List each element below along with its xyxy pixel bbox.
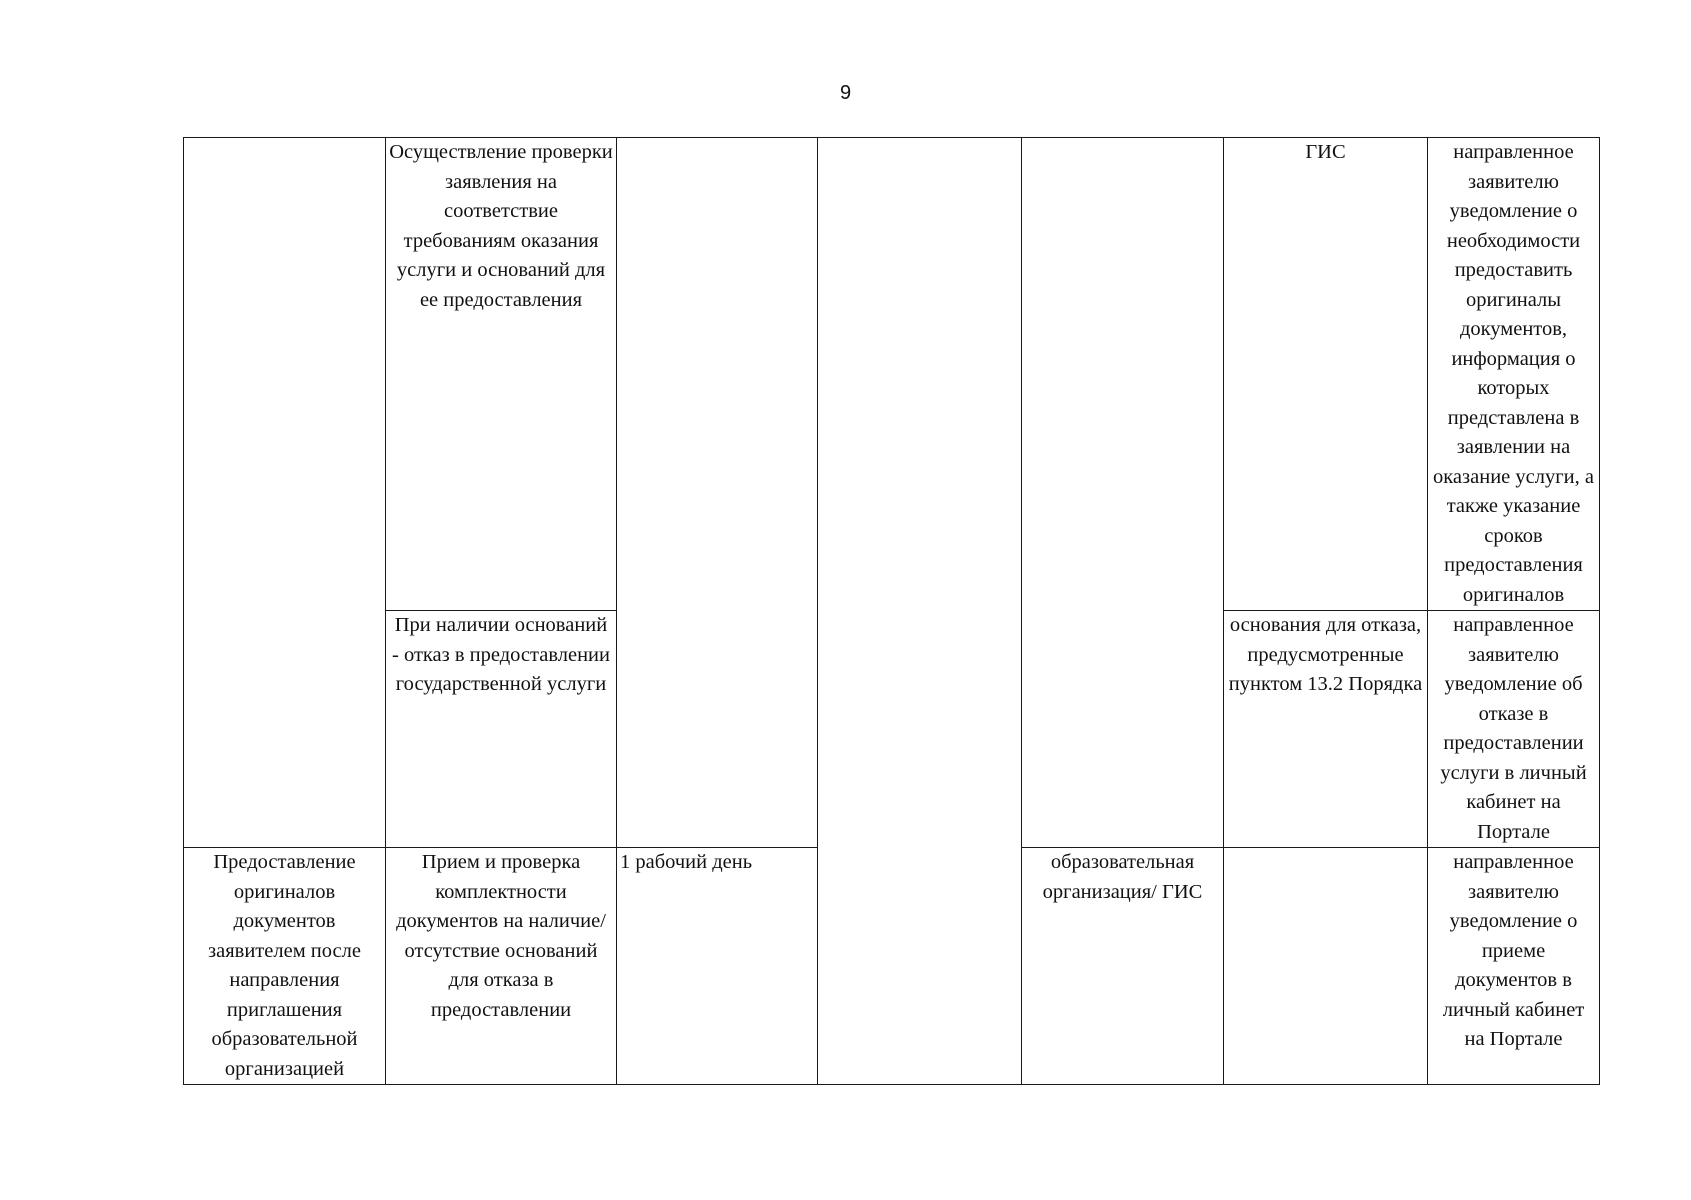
table-cell [1428,848,1600,1085]
procedure-table [183,137,1600,1085]
table-cell [386,611,617,848]
table-cell [1224,138,1428,611]
table-cell [1224,611,1428,848]
table-cell [1428,138,1600,611]
table-cell [184,138,386,848]
table-cell [386,138,617,611]
cell-text: 1 рабочий день [620,851,753,873]
cell-text: направленное заявителю уведомление об отказе в предоставлении услуги в личный кабинет на Портале [1440,614,1587,843]
cell-text: образовательная организация/ ГИС [1042,851,1203,903]
cell-text: Предоставление оригиналов документов заявителем после направления приглашения образовательной организацией [208,851,361,1080]
table-cell [617,138,818,848]
cell-text: направленное заявителю уведомление о необходимости предоставить оригиналы документов, информация о которых представлена в заявлении на оказание услуги, а также указание сроков предоставления оригиналов [1433,141,1594,606]
table-cell [1428,611,1600,848]
cell-text: Осуществление проверки заявления на соответствие требованиям оказания услуги и оснований для ее предоставления [389,141,613,311]
cell-text: направленное заявителю уведомление о приеме документов в личный кабинет на Портале [1442,851,1585,1050]
table-cell [818,138,1022,1085]
page-number: 9 [839,82,852,104]
table-cell [1224,848,1428,1085]
table-row [184,138,1600,611]
cell-text: Прием и проверка комплектности документов на наличие/отсутствие оснований для отказа в предоставлении [396,851,606,1021]
table-cell [617,848,818,1085]
table-cell [1022,848,1224,1085]
cell-text: ГИС [1305,141,1346,163]
table-cell [184,848,386,1085]
cell-text: При наличии оснований - отказ в предоставлении государственной услуги [392,614,610,695]
table-cell [1022,138,1224,848]
table-cell [386,848,617,1085]
cell-text: основания для отказа, предусмотренные пунктом 13.2 Порядка [1228,614,1423,695]
